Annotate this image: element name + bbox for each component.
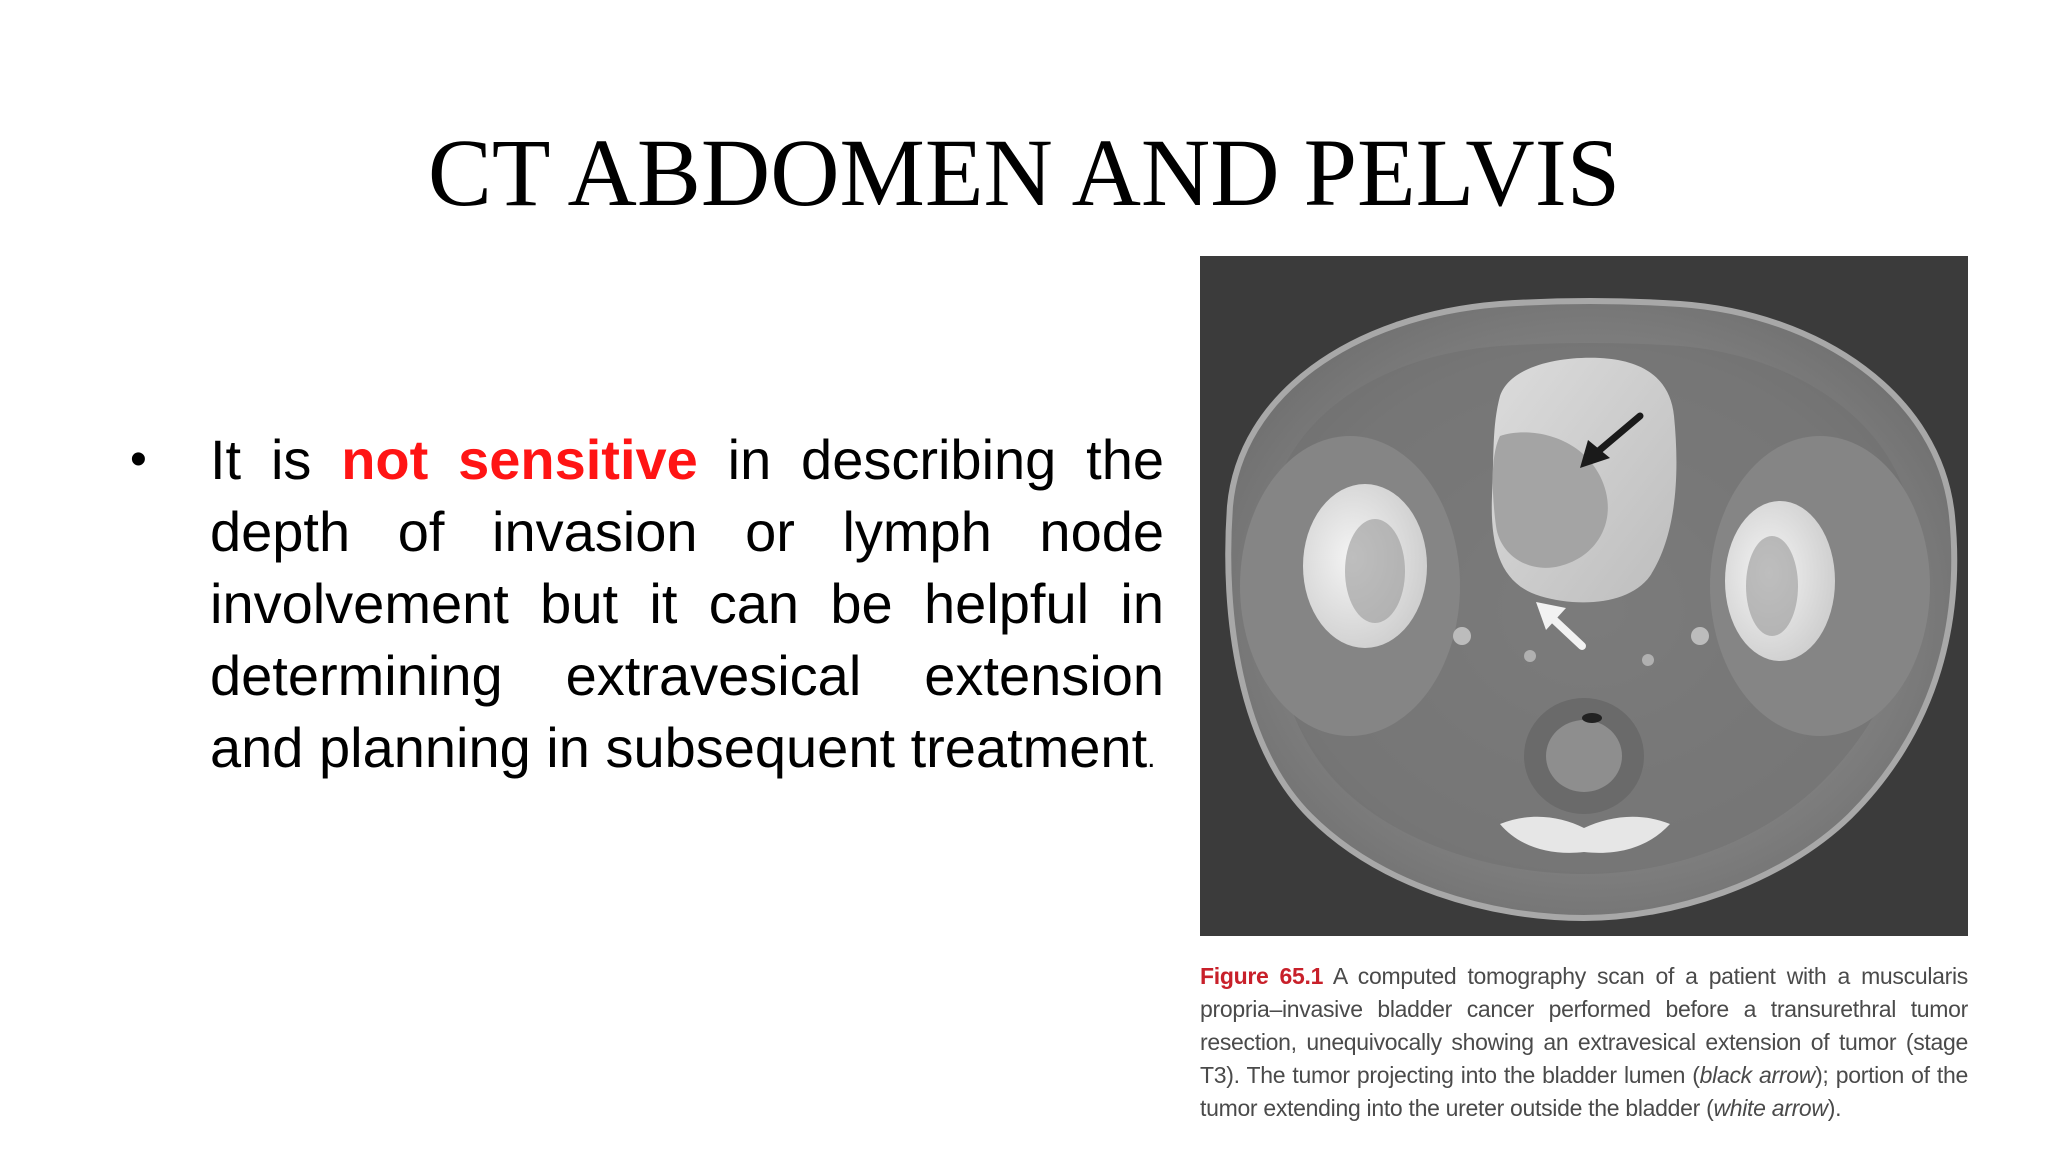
caption-italic-2: white arrow bbox=[1713, 1095, 1828, 1121]
rectum-gas bbox=[1582, 713, 1602, 723]
right-femoral-marrow bbox=[1746, 536, 1798, 636]
ct-scan-illustration bbox=[1200, 256, 1968, 936]
rectum-inner bbox=[1546, 720, 1622, 792]
bullet-text-after: in describing the depth of invasion or lymph node involvement but it can be helpful in determining extravesical extension and planning in subsequent treatment bbox=[210, 428, 1164, 779]
caption-italic-1: black arrow bbox=[1699, 1062, 1816, 1088]
bullet-text-before: It is bbox=[210, 428, 342, 491]
vessel-right bbox=[1691, 627, 1709, 645]
caption-text-3: ). bbox=[1827, 1095, 1842, 1121]
bullet-emphasis: not sensitive bbox=[341, 428, 698, 491]
vessel-left bbox=[1453, 627, 1471, 645]
caption-text-1: A computed tomography scan of a patient with a muscularis propria–invasive bladder cancer performed before a transurethral tumor resection, unequivocally showing an extravesical extension of tumor (stage T3). The tumor projecting into the bladder lumen ( bbox=[1200, 963, 1968, 1088]
bullet-marker: • bbox=[130, 433, 147, 486]
caption-text-2: ); portion of the tumor extending into the ureter outside the bladder ( bbox=[1200, 1062, 1968, 1121]
figure-caption bbox=[1200, 960, 1968, 1125]
bullet-period: . bbox=[1147, 741, 1156, 774]
figure-label: Figure 65.1 bbox=[1200, 963, 1324, 989]
vessel-small-right bbox=[1642, 654, 1654, 666]
bullet-item bbox=[210, 424, 1164, 794]
ct-scan-image bbox=[1200, 256, 1968, 936]
slide-title: CT ABDOMEN AND PELVIS bbox=[427, 119, 1621, 226]
vessel-small-left bbox=[1524, 650, 1536, 662]
left-femoral-marrow bbox=[1345, 519, 1405, 623]
